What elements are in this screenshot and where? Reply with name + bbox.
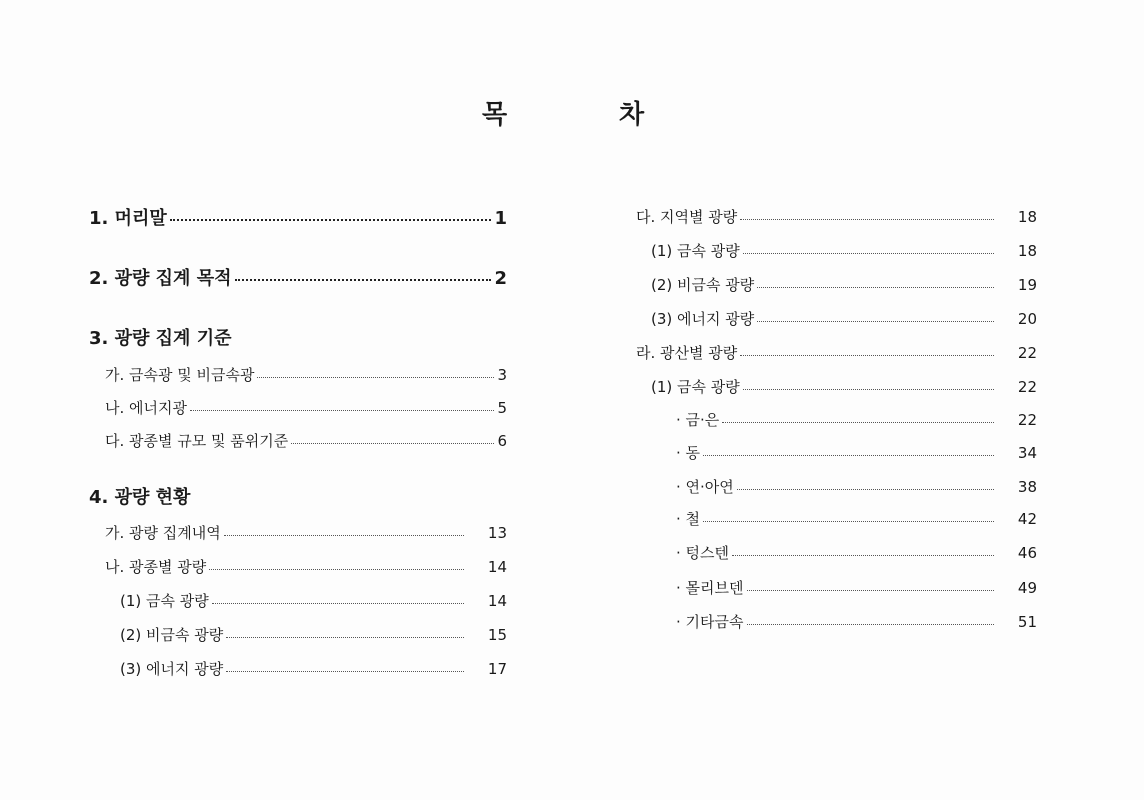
toc-page-number: 51	[1017, 613, 1037, 631]
toc-entry-label: 라. 광산별 광량	[636, 344, 738, 362]
toc-entry-label: (2) 비금속 광량	[120, 626, 224, 644]
toc-entry[interactable]	[676, 409, 1037, 430]
toc-page-number: 14	[487, 592, 507, 610]
toc-entry-label: · 금·은	[676, 411, 720, 429]
toc-entry-label: · 동	[676, 444, 701, 462]
leader-dots	[747, 590, 995, 591]
toc-entry[interactable]	[676, 542, 1037, 563]
toc-entry[interactable]	[651, 308, 1037, 329]
toc-entry-label: (2) 비금속 광량	[651, 276, 755, 294]
toc-entry-label: (3) 에너지 광량	[651, 310, 755, 328]
toc-page-number: 46	[1017, 544, 1037, 562]
toc-entry[interactable]	[120, 624, 507, 645]
toc-page-number: 18	[1017, 208, 1037, 226]
toc-entry-label: · 몰리브덴	[676, 579, 744, 597]
leader-dots	[732, 555, 994, 556]
toc-entry[interactable]	[651, 376, 1037, 397]
toc-entry[interactable]	[120, 590, 507, 611]
toc-entry-label: 다. 광종별 규모 및 품위기준	[105, 432, 289, 450]
toc-entry-label: 가. 금속광 및 비금속광	[105, 366, 255, 384]
toc-page-number: 3	[497, 366, 507, 384]
toc-entry-label: 다. 지역별 광량	[636, 208, 738, 226]
toc-page-number: 2	[494, 268, 507, 289]
leader-dots	[757, 287, 994, 288]
toc-entry-label: (3) 에너지 광량	[120, 660, 224, 678]
toc-entry[interactable]	[651, 274, 1037, 295]
toc-page-number: 34	[1017, 444, 1037, 462]
toc-entry-label: (1) 금속 광량	[651, 378, 740, 396]
leader-dots	[743, 389, 994, 390]
toc-entry-label: (1) 금속 광량	[651, 242, 740, 260]
toc-entry[interactable]	[676, 476, 1037, 497]
toc-page-number: 17	[487, 660, 507, 678]
toc-entry[interactable]	[105, 430, 507, 451]
leader-dots	[291, 443, 494, 444]
toc-entry-label: · 텅스텐	[676, 544, 730, 562]
toc-page-number: 22	[1017, 411, 1037, 429]
toc-entry-label: · 기타금속	[676, 613, 744, 631]
toc-entry[interactable]	[676, 611, 1037, 632]
leader-dots	[740, 355, 994, 356]
toc-entry[interactable]	[636, 206, 1037, 227]
toc-entry-label: 2. 광량 집계 목적	[89, 268, 232, 289]
toc-page-number: 42	[1017, 510, 1037, 528]
toc-page-number: 19	[1017, 276, 1037, 294]
toc-heading-criteria[interactable]: 3. 광량 집계 기준	[89, 328, 232, 349]
leader-dots	[226, 637, 464, 638]
toc-page-number: 15	[487, 626, 507, 644]
toc-page-number: 14	[487, 558, 507, 576]
toc-page-number: 22	[1017, 344, 1037, 362]
toc-entry[interactable]	[120, 658, 507, 679]
leader-dots	[212, 603, 464, 604]
toc-entry[interactable]	[676, 577, 1037, 598]
toc-page-number: 38	[1017, 478, 1037, 496]
toc-heading-status[interactable]: 4. 광량 현황	[89, 487, 191, 508]
leader-dots	[740, 219, 994, 220]
toc-page-number: 18	[1017, 242, 1037, 260]
toc-page-number: 6	[497, 432, 507, 450]
toc-page-number: 13	[487, 524, 507, 542]
toc-page-number: 49	[1017, 579, 1037, 597]
toc-entry-label: · 연·아연	[676, 478, 734, 496]
leader-dots	[722, 422, 994, 423]
toc-entry-label: 1. 머리말	[89, 208, 167, 229]
title-char-2: 차	[619, 100, 645, 130]
toc-page-number: 1	[494, 208, 507, 229]
toc-entry[interactable]	[105, 364, 507, 385]
toc-entry-label: (1) 금속 광량	[120, 592, 209, 610]
toc-entry[interactable]	[636, 342, 1037, 363]
leader-dots	[737, 489, 994, 490]
leader-dots	[226, 671, 464, 672]
leader-dots	[170, 219, 492, 221]
title-char-1: 목	[482, 100, 508, 130]
toc-entry[interactable]	[105, 556, 507, 577]
leader-dots	[747, 624, 995, 625]
leader-dots	[209, 569, 464, 570]
toc-entry-preface[interactable]	[89, 204, 507, 230]
toc-entry-label: 가. 광량 집계내역	[105, 524, 221, 542]
toc-page-number: 20	[1017, 310, 1037, 328]
toc-page-number: 22	[1017, 378, 1037, 396]
toc-entry-label: 나. 광종별 광량	[105, 558, 207, 576]
leader-dots	[757, 321, 994, 322]
leader-dots	[703, 455, 994, 456]
leader-dots	[190, 410, 494, 411]
toc-entry-purpose[interactable]	[89, 264, 507, 290]
leader-dots	[743, 253, 994, 254]
toc-entry[interactable]	[105, 522, 507, 543]
leader-dots	[235, 279, 492, 281]
toc-entry-label: · 철	[676, 510, 701, 528]
toc-entry[interactable]	[651, 240, 1037, 261]
toc-entry[interactable]	[105, 397, 507, 418]
leader-dots	[703, 521, 994, 522]
leader-dots	[257, 377, 494, 378]
page-title	[0, 94, 1144, 134]
toc-entry[interactable]	[676, 508, 1037, 529]
toc-entry[interactable]	[676, 442, 1037, 463]
toc-entry-label: 나. 에너지광	[105, 399, 187, 417]
leader-dots	[224, 535, 464, 536]
toc-page-number: 5	[497, 399, 507, 417]
